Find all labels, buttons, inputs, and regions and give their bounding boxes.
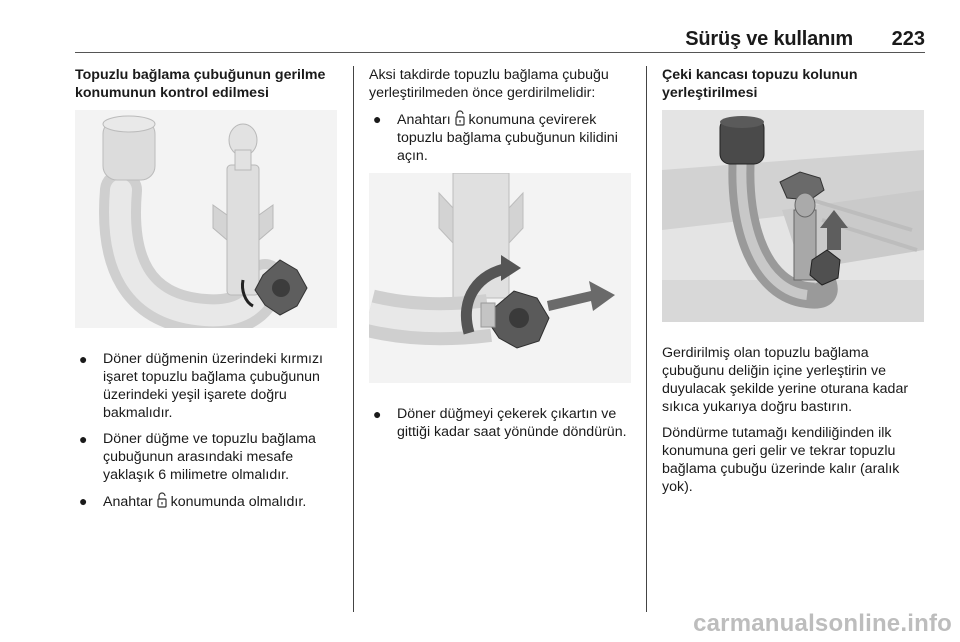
unlock-key-icon — [157, 492, 167, 508]
bullet-marker: ● — [373, 406, 382, 422]
figure-bar-insertion — [662, 110, 924, 322]
column-left — [75, 66, 343, 519]
instruction-paragraph-2: Döndürme tutamağı kendiliğinden ilk konumuna geri gelir ve tekrar topuzlu bağlama çubuğu üzerinde kalır (aralık yok). — [662, 425, 900, 495]
bullet-text: Döner düğmeyi çekerek çıkartın ve gittiği kadar saat yönünde döndürün. — [397, 406, 627, 440]
bullet-text: Döner düğmenin üzerindeki kırmızı işaret topuzlu bağlama çubuğunun üzerindeki yeşil işarete doğru bakmalıdır. — [103, 351, 324, 421]
bullet-marker: ● — [79, 351, 88, 367]
list-item — [75, 492, 343, 511]
column-divider-1 — [353, 66, 354, 612]
figure-ball-bar-tension — [75, 110, 337, 328]
watermark-text: carmanualsonline.info — [693, 610, 952, 637]
bullet-marker: ● — [373, 111, 382, 127]
column-divider-2 — [646, 66, 647, 612]
column-right — [662, 66, 926, 504]
list-item — [75, 350, 343, 422]
bullet-marker: ● — [79, 431, 88, 447]
section-heading-tension-check: Topuzlu bağlama çubuğunun gerilme konumunun kontrol edilmesi — [75, 67, 326, 101]
instruction-paragraph-1: Gerdirilmiş olan topuzlu bağlama çubuğunu deliğin içine yerleştirin ve duyulacak şekilde yerine oturana kadar sıkıca yukarıya doğru bastırın. — [662, 345, 909, 415]
bullet-text-pre: Anahtar — [103, 494, 153, 510]
bullet-text-post: konumunda olmalıdır. — [170, 494, 307, 510]
page-header — [75, 28, 925, 53]
unlock-key-icon — [455, 110, 465, 126]
list-item — [369, 110, 637, 165]
bullet-text-post: konumuna çevirerek topuzlu bağlama çubuğunun kilidini açın. — [397, 112, 618, 164]
bullet-text-pre: Anahtarı — [397, 112, 451, 128]
list-item — [75, 430, 343, 484]
list-item — [369, 405, 637, 441]
intro-paragraph: Aksi takdirde topuzlu bağlama çubuğu yerleştirilmeden önce gerdirilmelidir: — [369, 67, 609, 101]
column-middle — [369, 66, 637, 449]
chapter-title: Sürüş ve kullanım — [685, 28, 853, 50]
bullet-marker: ● — [79, 493, 88, 509]
page-number: 223 — [891, 28, 925, 50]
bullet-text: Döner düğme ve topuzlu bağlama çubuğunun arasındaki mesafe yaklaşık 6 milimetre olmalıdır. — [103, 431, 316, 483]
section-heading-insertion: Çeki kancası topuzu kolunun yerleştirilmesi — [662, 67, 858, 101]
figure-knob-pull-turn — [369, 173, 631, 383]
